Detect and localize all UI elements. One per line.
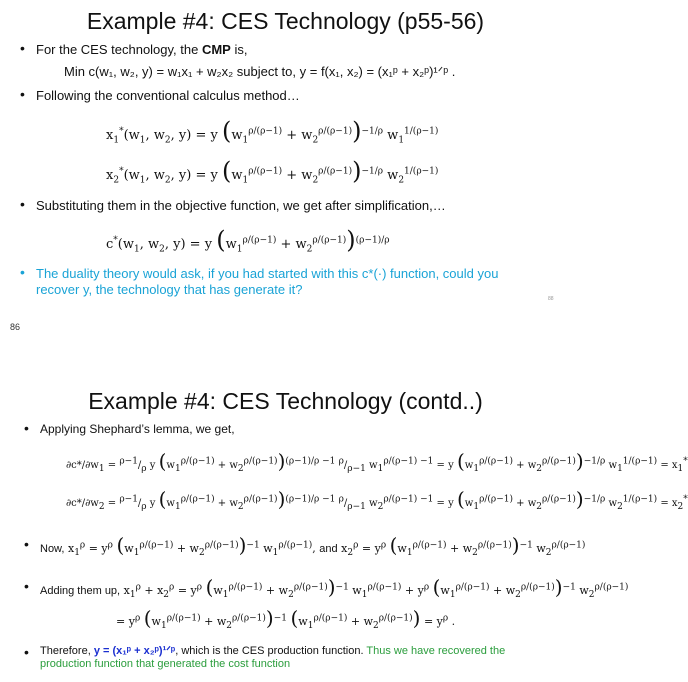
slide2-bullet2: Now, $x_1^\rho = y^\rho$ $(w_1^{\rho/(\rho-1)} + w_2^{\rho/(\rho-1)})^{-1}$ $w_1^{\rho/(\rho-1)}$, and $x_2^\rho = y^\rho$ $(w_1^{\rho/(\rho-1)} + w_2^{\rho/(\rho-1)})^{-1}$ $w_2^{\rho/(\rho-1)}$ [40,533,586,559]
ces-production-formula: y = (x₁ᵖ + x₂ᵖ)¹ᐟᵖ [93,645,176,657]
slide1-bullet2: Following the conventional calculus method… [36,88,300,103]
slide1-bullet3: Substituting them in the objective function, we get after simplification,… [36,198,446,213]
derivative-w1-equation: $\partial c*/\partial w_1 = ^{\rho-1}/_\rho$ y $(w_1^{\rho/(\rho-1)} + w_2^{\rho/(\rho-1)})^{(\rho-1)/\rho -1}$ $^\rho/_{\rho-1}$ $w_1^{\rho/(\rho-1) -1} = y$ $(w_1^{\rho/(\rho-1)} + w_2^{\rho/(\rho-1)})^{-1/\rho}$ $w_1^{1/(\rho-1)} = x_1^*$ [66,449,688,474]
slide1-bullet1: For the CES technology, the CMP is, [36,42,248,57]
derivative-w2-equation: $\partial c*/\partial w_2 = ^{\rho-1}/_\rho$ y $(w_1^{\rho/(\rho-1)} + w_2^{\rho/(\rho-1)})^{(\rho-1)/\rho -1}$ $^\rho/_{\rho-1}$ $w_2^{\rho/(\rho-1) -1} = y$ $(w_1^{\rho/(\rho-1)} + w_2^{\rho/(\rho-1)})^{-1/\rho}$ $w_2^{1/(\rho-1)} = x_2^*$ [66,487,688,512]
bullet-icon: • [24,420,29,436]
slide2-bullet3: Adding them up, $x_1^\rho + x_2^\rho = y^\rho$ $(w_1^{\rho/(\rho-1)} + w_2^{\rho/(\rho-1)})^{-1}$ $w_1^{\rho/(\rho-1)} + y^\rho$ $(w_1^{\rho/(\rho-1)} + w_2^{\rho/(\rho-1)})^{-1}$ $w_2^{\rho/(\rho-1)}$ [40,575,629,601]
bullet-icon: • [20,196,25,212]
cmp-equation: Min c(w₁, w₂, y) = w₁x₁ + w₂x₂ subject to, y = f(x₁, x₂) = (x₁ᵖ + x₂ᵖ)¹ᐟᵖ . [64,64,456,79]
page-number: 86 [10,322,21,332]
x2-star-equation: $x_2^*(w_1$, $w_2$, y) = y $(w_1^{\rho/(\rho-1)} + w_2^{\rho/(\rho-1)})^{-1/\rho}$ $w_2^{1/(\rho-1)}$ [106,157,439,186]
slide1-title: Example #4: CES Technology (p55-56) [86,8,485,34]
bullet-icon: • [20,86,25,102]
bullet-icon: • [20,40,25,56]
slide2-title: Example #4: CES Technology (contd..) [88,388,483,414]
slide2-bullet1: Applying Shephard’s lemma, we get, [40,422,235,436]
slide2-bullet4-line2: production function that generated the cost function [40,658,291,670]
bullet-icon: • [20,264,25,280]
cost-function-equation: $c^*(w_1$, $w_2$, y) = y $(w_1^{\rho/(\rho-1)} + w_2^{\rho/(\rho-1)})^{(\rho-1)/\rho}$ [106,226,390,255]
sum-simplification: = $y^\rho$ $(w_1^{\rho/(\rho-1)} + w_2^{\rho/(\rho-1)})^{-1}$ $(w_1^{\rho/(\rho-1)} + w_2^{\rho/(\rho-1)}) = y^\rho$ . [116,606,456,632]
duality-question-line1: The duality theory would ask, if you had started with this c*(·) function, could you [36,266,499,281]
bullet-icon: • [24,644,29,660]
duality-question-line2: recover y, the technology that has generate it? [36,282,303,297]
bullet-icon: • [24,578,29,594]
bullet-icon: • [24,536,29,552]
slide1-small-mark: 88 [548,296,554,302]
slide2-bullet4-line1: Therefore, y = (x₁ᵖ + x₂ᵖ)¹ᐟᵖ, which is the CES production function. Thus we have recovered the [40,645,506,657]
x1-star-equation: $x_1^*(w_1$, $w_2$, y) = y $(w_1^{\rho/(\rho-1)} + w_2^{\rho/(\rho-1)})^{-1/\rho}$ $w_1^{1/(\rho-1)}$ [106,117,439,146]
